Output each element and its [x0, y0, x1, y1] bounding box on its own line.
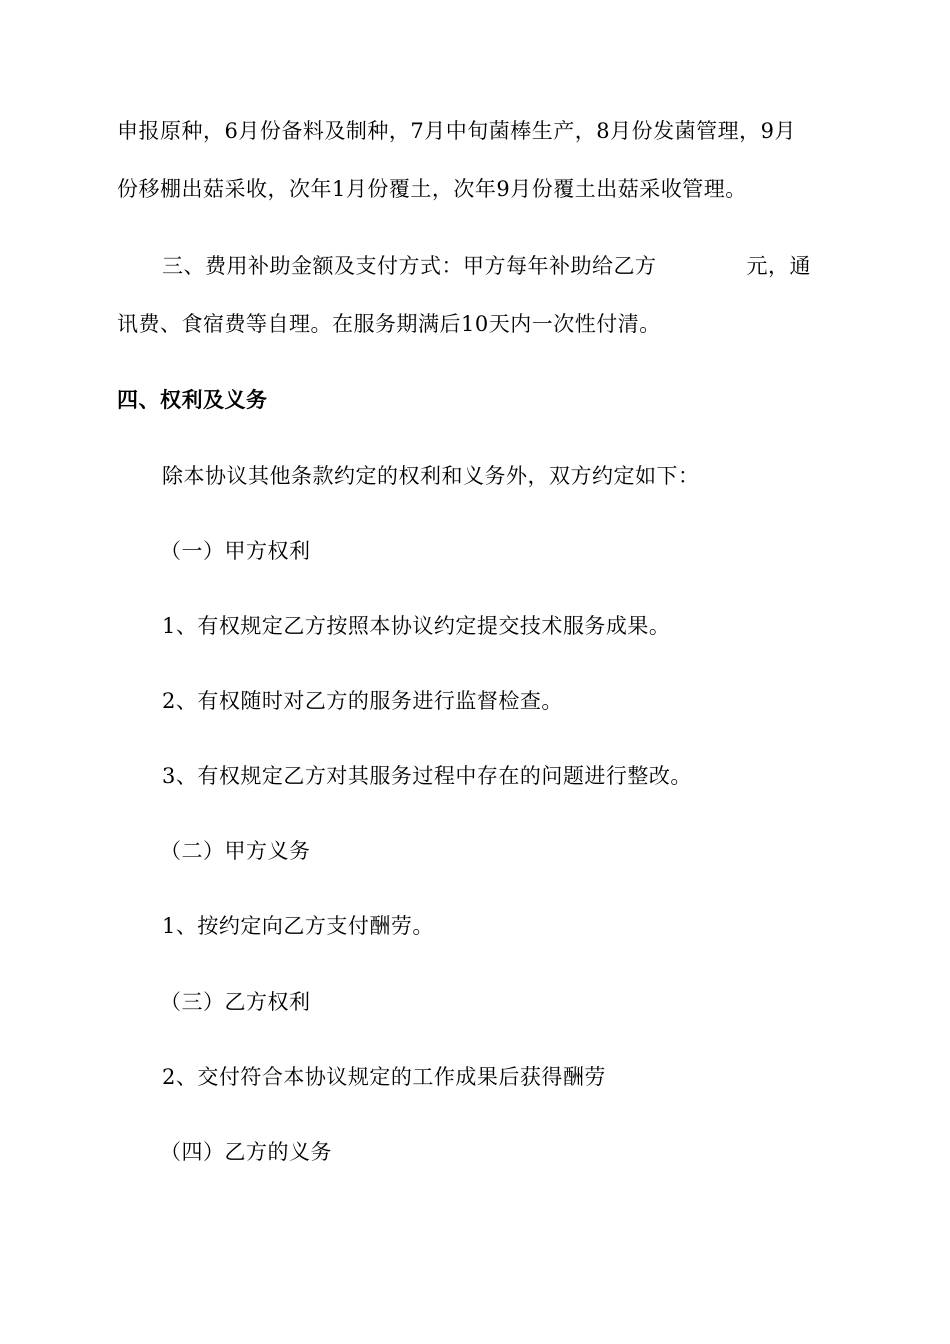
subsection-title: （一）甲方权利: [160, 539, 311, 563]
list-item: 1、有权规定乙方按照本协议约定提交技术服务成果。: [162, 614, 671, 638]
paragraph-line: 讯费、食宿费等自理。在服务期满后10天内一次性付清。: [117, 312, 661, 336]
list-item: 1、按约定向乙方支付酬劳。: [162, 914, 434, 938]
list-item: 2、交付符合本协议规定的工作成果后获得酬劳: [162, 1065, 606, 1089]
section-heading: 四、权利及义务: [117, 387, 268, 412]
subsection-title: （二）甲方义务: [160, 839, 311, 863]
text-span: 三、费用补助金额及支付方式：甲方每年补助给乙方: [162, 254, 657, 278]
subsection-title: （三）乙方权利: [160, 990, 311, 1014]
paragraph-line: 份移棚出菇采收，次年1月份覆土，次年9月份覆土出菇采收管理。: [117, 177, 747, 201]
subsection-title: （四）乙方的义务: [160, 1140, 332, 1164]
list-item: 3、有权规定乙方对其服务过程中存在的问题进行整改。: [162, 764, 692, 788]
paragraph-line: 除本协议其他条款约定的权利和义务外，双方约定如下：: [162, 464, 700, 488]
paragraph-line: [162, 251, 811, 281]
paragraph-line: 申报原种，6月份备料及制种，7月中旬菌棒生产，8月份发菌管理，9月: [117, 119, 796, 143]
list-item: 2、有权随时对乙方的服务进行监督检查。: [162, 689, 563, 713]
text-span: 元，通: [746, 254, 811, 278]
